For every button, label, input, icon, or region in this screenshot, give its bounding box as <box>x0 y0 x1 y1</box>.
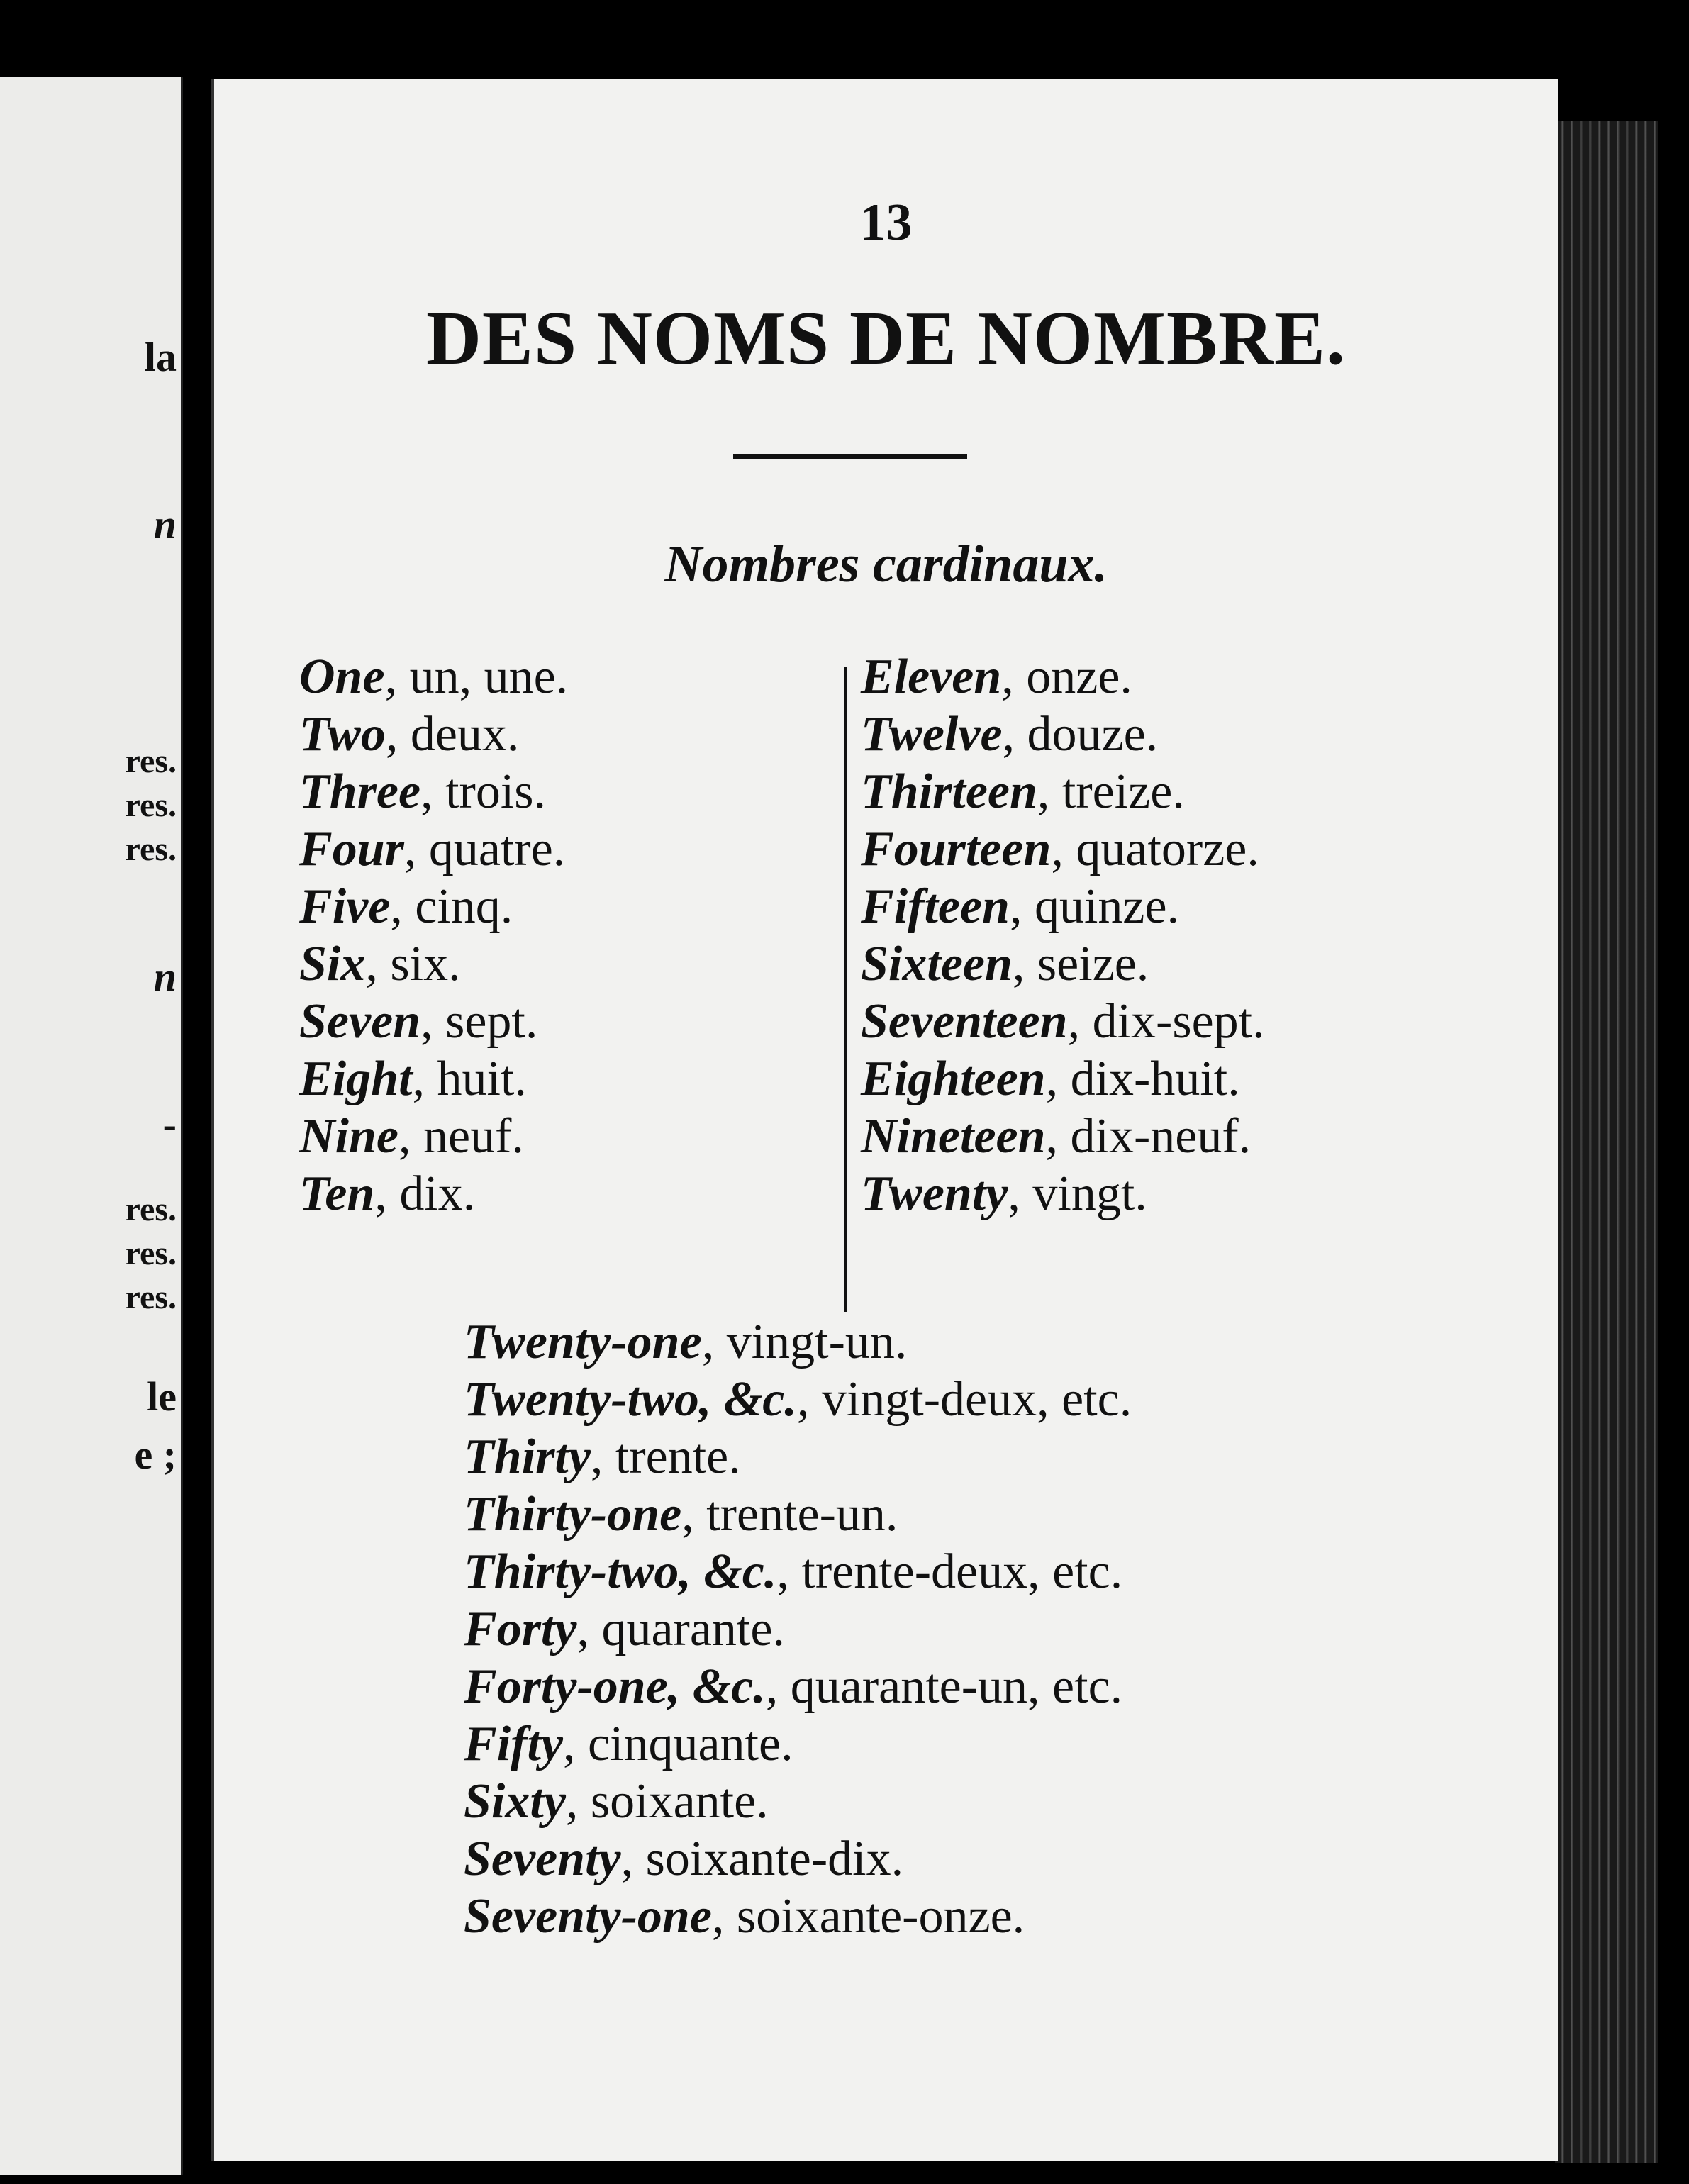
left-fragment: res. <box>125 1191 177 1228</box>
french-word: dix-sept. <box>1092 994 1265 1049</box>
number-entry: Sixteen, seize. <box>861 937 1149 991</box>
french-word: dix. <box>399 1166 476 1221</box>
number-entry: Eleven, onze. <box>861 650 1132 704</box>
french-word: quatorze. <box>1076 822 1259 876</box>
french-word: treize. <box>1061 764 1185 819</box>
english-word: Thirty-two, &c. <box>464 1544 777 1599</box>
number-entry: Three, trois. <box>299 764 547 819</box>
french-word: douze. <box>1027 707 1159 762</box>
english-word: Twenty <box>861 1166 1008 1221</box>
english-word: Fifteen <box>861 879 1010 934</box>
french-word: dix-huit. <box>1070 1052 1240 1106</box>
french-word: vingt. <box>1032 1166 1147 1221</box>
page-title: DES NOMS DE NOMBRE. <box>425 296 1347 381</box>
english-word: Seven <box>299 994 421 1049</box>
left-fragment: res. <box>125 742 177 780</box>
number-entry: Six, six. <box>299 937 461 991</box>
english-word: Ten <box>299 1166 375 1221</box>
left-fragment: n <box>153 501 177 547</box>
french-word: trois. <box>445 764 547 819</box>
column-divider <box>844 667 847 1312</box>
french-word: seize. <box>1037 937 1149 991</box>
english-word: One <box>299 650 385 704</box>
french-word: cinq. <box>415 879 513 934</box>
english-word: Three <box>299 764 421 819</box>
left-fragment: e ; <box>134 1432 177 1478</box>
left-fragment: res. <box>125 786 177 824</box>
number-entry: Thirty-one, trente-un. <box>464 1487 898 1542</box>
english-word: Nine <box>299 1109 398 1164</box>
english-word: Seventeen <box>861 994 1068 1049</box>
number-entry: Thirty, trente. <box>464 1430 741 1484</box>
english-word: Forty-one, &c. <box>464 1659 766 1714</box>
left-fragment: - <box>162 1101 177 1147</box>
cardinal-list-right <box>861 648 1265 1222</box>
english-word: Twenty-two, &c. <box>464 1372 797 1427</box>
french-word: vingt-deux, etc. <box>821 1372 1132 1427</box>
english-word: Thirteen <box>861 764 1037 819</box>
left-fragment: res. <box>125 1278 177 1316</box>
page-edges <box>1555 121 1658 2163</box>
french-word: quarante-un, etc. <box>790 1659 1123 1714</box>
left-fragment: n <box>153 954 177 1000</box>
number-entry: Five, cinq. <box>299 879 513 934</box>
english-word: Eleven <box>861 650 1002 704</box>
english-word: Two <box>299 707 386 762</box>
number-entry: Thirty-two, &c., trente-deux, etc. <box>464 1544 1123 1599</box>
english-word: Twenty-one <box>464 1315 702 1369</box>
french-word: trente-un. <box>706 1487 898 1542</box>
left-fragment: la <box>144 334 177 380</box>
french-word: six. <box>390 937 461 991</box>
english-word: Sixteen <box>861 937 1013 991</box>
number-entry: Eighteen, dix-huit. <box>861 1052 1240 1106</box>
number-entry: One, un, une. <box>299 650 569 704</box>
book-page <box>211 79 1558 2161</box>
english-word: Six <box>299 937 366 991</box>
number-entry: Sixty, soixante. <box>464 1774 769 1829</box>
english-word: Forty <box>464 1602 577 1656</box>
french-word: quarante. <box>601 1602 785 1656</box>
english-word: Five <box>299 879 391 934</box>
french-word: deux. <box>410 707 520 762</box>
english-word: Thirty <box>464 1430 591 1484</box>
english-word: Eighteen <box>861 1052 1046 1106</box>
number-entry: Seventy, soixante-dix. <box>464 1832 904 1886</box>
english-word: Twelve <box>861 707 1003 762</box>
english-word: Four <box>299 822 404 876</box>
french-word: sept. <box>445 994 538 1049</box>
french-word: soixante-dix. <box>645 1832 904 1886</box>
french-word: huit. <box>437 1052 527 1106</box>
number-entry: Fifty, cinquante. <box>464 1717 793 1771</box>
french-word: trente-deux, etc. <box>801 1544 1123 1599</box>
english-word: Fourteen <box>861 822 1052 876</box>
english-word: Nineteen <box>861 1109 1046 1164</box>
french-word: vingt-un. <box>726 1315 908 1369</box>
left-fragment: res. <box>125 1235 177 1272</box>
number-entry: Twenty, vingt. <box>861 1166 1147 1221</box>
left-fragment: res. <box>125 830 177 868</box>
number-entry: Seventeen, dix-sept. <box>861 994 1265 1049</box>
french-word: onze. <box>1026 650 1132 704</box>
french-word: dix-neuf. <box>1070 1109 1252 1164</box>
cardinal-list-left <box>299 648 568 1222</box>
number-entry: Ten, dix. <box>299 1166 476 1221</box>
french-word: cinquante. <box>587 1717 793 1771</box>
number-entry: Forty-one, &c., quarante-un, etc. <box>464 1659 1123 1714</box>
english-word: Sixty <box>464 1774 566 1829</box>
page-number: 13 <box>859 194 913 252</box>
number-entry: Two, deux. <box>299 707 520 762</box>
french-word: trente. <box>615 1430 741 1484</box>
french-word: soixante. <box>590 1774 769 1829</box>
number-entry: Nineteen, dix-neuf. <box>861 1109 1252 1164</box>
english-word: Fifty <box>464 1717 563 1771</box>
english-word: Thirty-one <box>464 1487 682 1542</box>
english-word: Seventy-one <box>464 1889 712 1944</box>
french-word: un, une. <box>409 650 569 704</box>
french-word: neuf. <box>423 1109 524 1164</box>
english-word: Eight <box>299 1052 413 1106</box>
number-entry: Nine, neuf. <box>299 1109 524 1164</box>
french-word: soixante-onze. <box>736 1889 1025 1944</box>
number-entry: Twenty-one, vingt-un. <box>464 1315 908 1369</box>
number-entry: Twelve, douze. <box>861 707 1159 762</box>
section-subtitle: Nombres cardinaux. <box>664 535 1108 594</box>
number-entry: Thirteen, treize. <box>861 764 1185 819</box>
previous-page-fragment <box>0 77 183 2175</box>
number-entry: Seventy-one, soixante-onze. <box>464 1889 1025 1944</box>
left-fragment: le <box>147 1374 177 1420</box>
number-entry: Forty, quarante. <box>464 1602 785 1656</box>
number-entry: Seven, sept. <box>299 994 538 1049</box>
number-entry: Fourteen, quatorze. <box>861 822 1259 876</box>
number-entry: Fifteen, quinze. <box>861 879 1180 934</box>
number-entry: Eight, huit. <box>299 1052 527 1106</box>
title-rule <box>733 454 967 459</box>
english-word: Seventy <box>464 1832 621 1886</box>
number-entry: Twenty-two, &c., vingt-deux, etc. <box>464 1372 1132 1427</box>
number-entry: Four, quatre. <box>299 822 566 876</box>
french-word: quinze. <box>1034 879 1180 934</box>
french-word: quatre. <box>428 822 566 876</box>
cardinal-list-continued <box>464 1313 1132 1945</box>
